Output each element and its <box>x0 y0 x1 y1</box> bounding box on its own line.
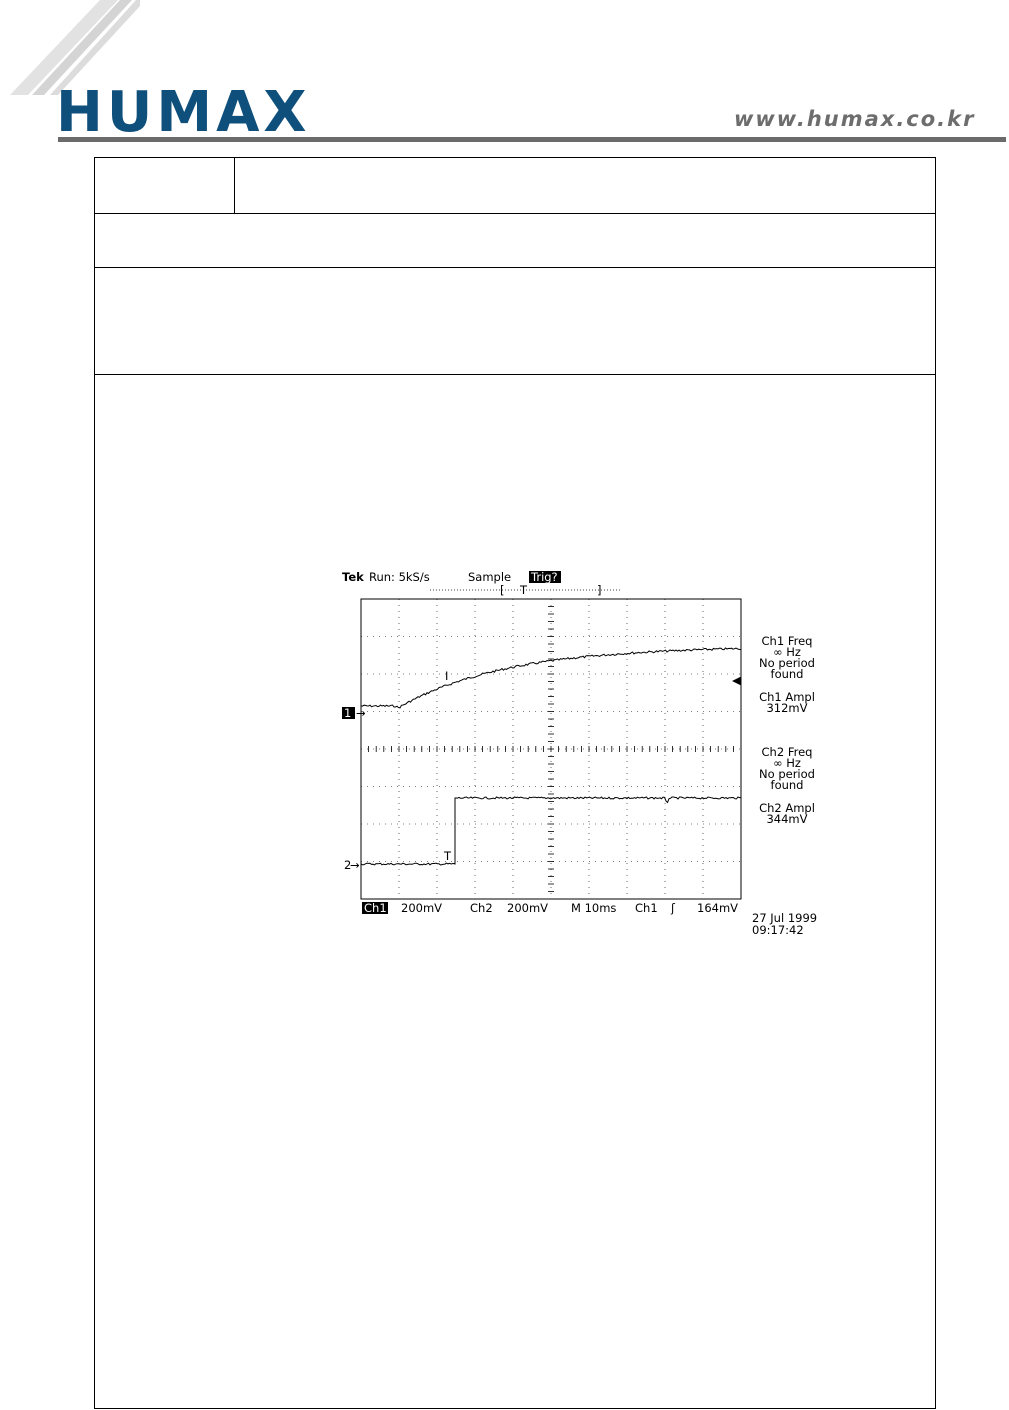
scope-ch1-ampl-label: Ch1 Ampl <box>759 690 815 704</box>
scope-bottom-trig-level: 164mV <box>697 901 739 915</box>
humax-logo-text: HUMAX <box>56 84 311 136</box>
scope-acq-mode: Sample <box>468 570 512 584</box>
scope-run-status: Run: 5kS/s <box>369 570 430 584</box>
scope-ch2-trig-point: T <box>444 849 452 863</box>
scope-ch2-marker-arrow: → <box>350 858 360 872</box>
scope-ch1-ampl-value: 312mV <box>766 701 808 715</box>
scope-trig-marker: T <box>520 583 528 597</box>
scope-time: 09:17:42 <box>752 923 804 937</box>
header-stripes-decoration <box>0 0 140 95</box>
form-row-1-label-cell <box>95 158 235 213</box>
scope-ch2-trace <box>361 797 741 865</box>
scope-ch2-ampl-label: Ch2 Ampl <box>759 801 815 815</box>
scope-ch1-trig-point: I <box>445 669 449 683</box>
website-url[interactable]: www.humax.co.kr <box>734 107 976 131</box>
scope-bottom-trig-src: Ch1 <box>635 901 658 915</box>
scope-ch1-marker-arrow: → <box>356 706 366 720</box>
scope-ch1-freq-label: Ch1 Freq <box>761 634 813 648</box>
oscilloscope-capture <box>330 565 850 945</box>
scope-bracket-right: ] <box>597 583 602 597</box>
scope-ch2-freq-label: Ch2 Freq <box>761 745 813 759</box>
scope-ch1-freq-value: ∞ Hz <box>773 645 801 659</box>
scope-ch2-no-period-2: found <box>770 778 804 792</box>
scope-ch2-ampl-value: 344mV <box>766 812 808 826</box>
form-row-1 <box>95 158 935 214</box>
scope-ch2-freq-value: ∞ Hz <box>773 756 801 770</box>
scope-trig-level-arrow: ◀ <box>732 673 741 687</box>
scope-bottom-time: M 10ms <box>571 901 617 915</box>
scope-ch2-marker: 2 <box>344 858 352 872</box>
form-row-2 <box>95 214 935 268</box>
scope-ch1-no-period-2: found <box>770 667 804 681</box>
humax-logo <box>56 84 332 136</box>
scope-bottom-ch2: Ch2 <box>470 901 493 915</box>
scope-brand: Tek <box>342 570 364 584</box>
scope-bracket-left: [ <box>500 583 505 597</box>
scope-ch1-no-period-1: No period <box>759 656 815 670</box>
scope-bottom-ch1: Ch1 <box>364 901 387 915</box>
scope-date: 27 Jul 1999 <box>752 911 818 925</box>
scope-ch2-no-period-1: No period <box>759 767 815 781</box>
scope-ch1-marker: 1 <box>344 706 352 720</box>
scope-bottom-ch1-scale: 200mV <box>401 901 443 915</box>
scope-trig-status: Trig? <box>531 570 558 584</box>
scope-trig-slope-icon: ʃ <box>671 901 675 915</box>
header-rule <box>58 137 1006 142</box>
scope-bottom-ch2-scale: 200mV <box>507 901 549 915</box>
form-row-3 <box>95 268 935 375</box>
scope-graticule-center-ticks <box>361 599 741 899</box>
